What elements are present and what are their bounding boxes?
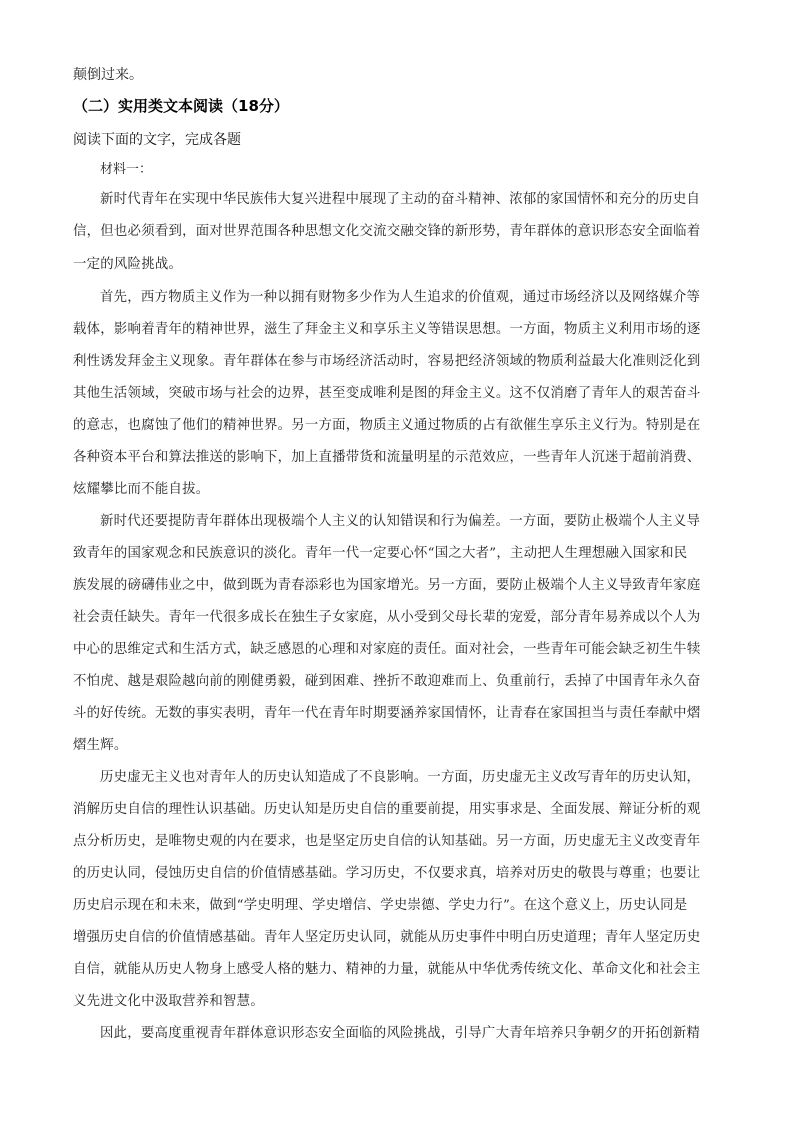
body-line: 自信，就能从历史人物身上感受人格的魅力、精神的力量，就能从中华优秀传统文化、革命文化和社会主	[73, 962, 701, 977]
reading-instruction: 阅读下面的文字，完成各题	[73, 132, 241, 148]
material-label: 材料一：	[100, 162, 153, 177]
body-line: 熠生辉。	[73, 738, 128, 753]
body-line: 一定的风险挑战。	[73, 257, 183, 272]
continued-text-line: 颠倒过来。	[73, 67, 143, 83]
body-line: 消解历史自信的理性认识基础。历史认知是历史自信的重要前提，用实事求是、全面发展、辩证分析的观	[73, 802, 701, 817]
body-line: 新时代还要提防青年群体出现极端个人主义的认知错误和行为偏差。一方面，要防止极端个人主义导	[100, 514, 701, 529]
body-line: 载体，影响着青年的精神世界，滋生了拜金主义和享乐主义等错误思想。一方面，物质主义利用市场的逐	[73, 322, 701, 337]
body-line: 因此，要高度重视青年群体意识形态安全面临的风险挑战，引导广大青年培养只争朝夕的开拓创新精	[100, 1026, 701, 1041]
body-line: 义先进文化中汲取营养和智慧。	[73, 994, 264, 1009]
body-line: 首先，西方物质主义作为一种以拥有财物多少作为人生追求的价值观，通过市场经济以及网络媒介等	[100, 290, 701, 305]
body-line: 新时代青年在实现中华民族伟大复兴进程中展现了主动的奋斗精神、浓郁的家国情怀和充分的历史自	[100, 192, 701, 207]
body-line: 各种资本平台和算法推送的影响下，加上直播带货和流量明星的示范效应，一些青年人沉迷于超前消费、	[73, 450, 701, 465]
body-line: 点分析历史，是唯物史观的内在要求，也是坚定历史自信的认知基础。另一方面，历史虚无主义改变青年	[73, 834, 701, 849]
body-line: 利性诱发拜金主义现象。青年群体在参与市场经济活动时，容易把经济领域的物质利益最大化准则泛化到	[73, 354, 701, 369]
body-line: 增强历史自信的价值情感基础。青年人坚定历史认同，就能从历史事件中明白历史道理；青年人坚定历史	[73, 930, 701, 945]
body-line: 的意志，也腐蚀了他们的精神世界。另一方面，物质主义通过物质的占有欲催生享乐主义行为。特别是在	[73, 418, 701, 433]
body-line: 致青年的国家观念和民族意识的淡化。青年一代一定要心怀“国之大者”，主动把人生理想融入国家和民	[73, 546, 688, 561]
body-line: 炫耀攀比而不能自拔。	[73, 482, 210, 497]
body-line: 社会责任缺失。青年一代很多成长在独生子女家庭，从小受到父母长辈的宠爱，部分青年易养成以个人为	[73, 610, 701, 625]
body-line: 信，但也必须看到，面对世界范围各种思想文化交流交融交锋的新形势，青年群体的意识形态安全面临着	[73, 224, 701, 239]
body-line: 斗的好传统。无数的事实表明，青年一代在青年时期要涵养家国情怀，让青春在家国担当与责任奉献中熠	[73, 706, 701, 721]
section-title: （二）实用类文本阅读（18分）	[73, 97, 289, 115]
body-line: 族发展的磅礴伟业之中，做到既为青春添彩也为国家增光。另一方面，要防止极端个人主义导致青年家庭	[73, 578, 701, 593]
body-line: 历史虚无主义也对青年人的历史认知造成了不良影响。一方面，历史虚无主义改写青年的历史认知，	[100, 770, 701, 785]
body-line: 中心的思维定式和生活方式，缺乏感恩的心理和对家庭的责任。面对社会，一些青年可能会缺乏初生牛犊	[73, 642, 701, 657]
body-line: 不怕虎、越是艰险越向前的刚健勇毅，碰到困难、挫折不敢迎难而上、负重前行，丢掉了中国青年永久奋	[73, 674, 701, 689]
body-line: 历史启示现在和未来，做到“学史明理、学史增信、学史崇德、学史力行”。在这个意义上，历史认同是	[73, 898, 688, 913]
body-line: 其他生活领域，突破市场与社会的边界，甚至变成唯利是图的拜金主义。这不仅消磨了青年人的艰苦奋斗	[73, 386, 701, 401]
body-line: 的历史认同，侵蚀历史自信的价值情感基础。学习历史，不仅要求真，培养对历史的敬畏与尊重；也要让	[73, 866, 701, 881]
